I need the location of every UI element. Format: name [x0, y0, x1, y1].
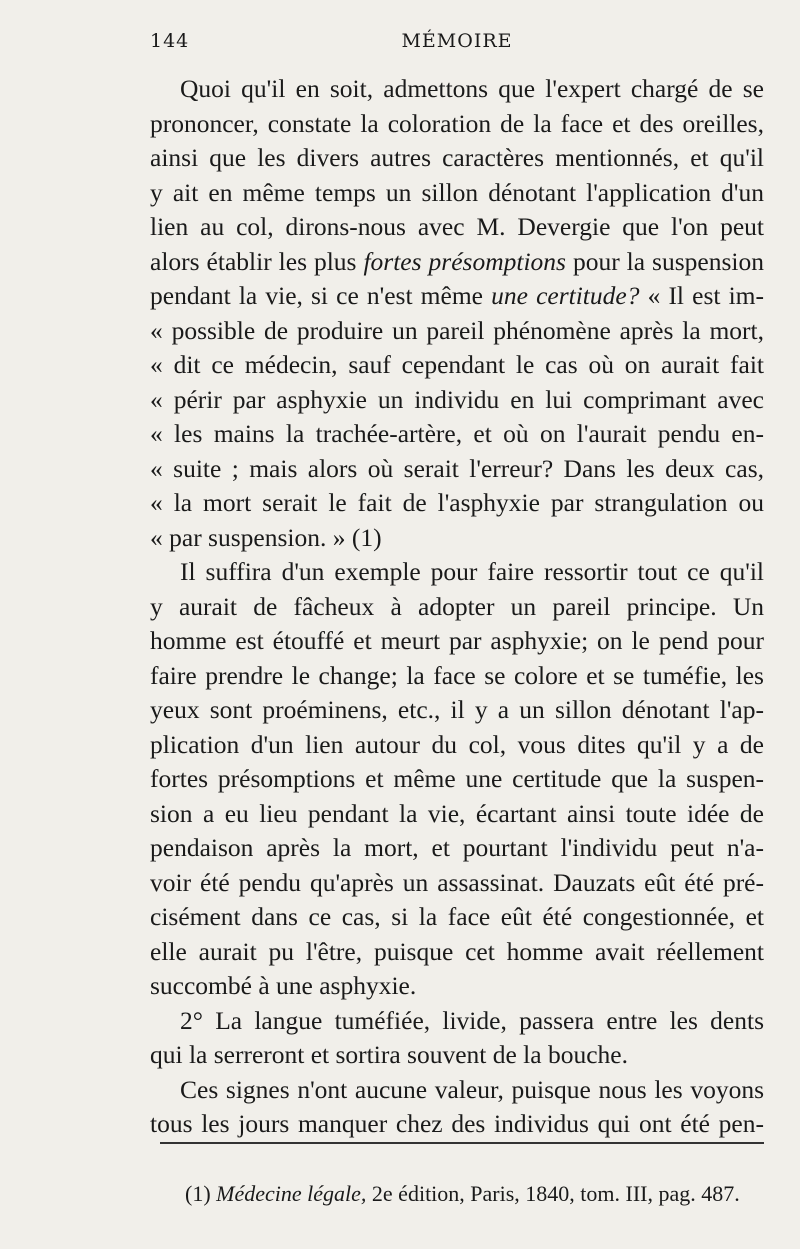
text-line: sion a eu lieu pendant la vie, écartant ainsi toute idée de [150, 798, 764, 828]
text-line: y aurait de fâcheux à adopter un pareil principe. Un [150, 591, 764, 621]
text-line: Il suffira d'un exemple pour faire ressortir tout ce qu'il [180, 557, 764, 586]
running-title: MÉMOIRE [401, 30, 513, 52]
quote-line: « périr par asphyxie un individu en lui comprimant avec [150, 384, 764, 414]
text-line: plication d'un lien autour du col, vous dites qu'il y a de [150, 729, 764, 759]
text-run: « Il est im- [639, 281, 764, 310]
text-line: cisément dans ce cas, si la face eût été congestionnée, et [150, 902, 764, 931]
italic-run: une certitude? [491, 281, 640, 310]
text-line: elle aurait pu l'être, puisque cet homme avait réellement [150, 936, 764, 966]
text-line: 2° La langue tuméfiée, livide, passera entre les dents [180, 1005, 764, 1035]
text-line: fortes présomptions et même une certitude que la suspen- [150, 764, 764, 793]
text-line: succombé à une asphyxie. [150, 971, 417, 1000]
quote-line: « possible de produire un pareil phénomène après la mort, [150, 315, 764, 345]
text-line: ainsi que les divers autres caractères mentionnés, et qu'il [150, 143, 764, 172]
body-text [150, 72, 764, 1142]
page-number: 144 [150, 30, 190, 52]
text-run: alors établir les plus [150, 246, 364, 276]
text-run: pour la suspension [565, 246, 764, 276]
text-line [150, 245, 764, 280]
text-line: Ces signes n'ont aucune valeur, puisque nous les voyons [180, 1074, 764, 1104]
page-header [150, 30, 764, 60]
quote-line: « les mains la trachée-artère, et où on l'aurait pendu en- [150, 419, 764, 448]
text-line: lien au col, dirons-nous avec M. Devergie que l'on peut [150, 212, 764, 241]
text-line: Quoi qu'il en soit, admettons que l'expert chargé de se [180, 74, 764, 103]
text-run: pendant la vie, si ce n'est même [150, 281, 492, 310]
text-line: prononcer, constate la coloration de la face et des oreilles, [150, 108, 764, 138]
text-line: qui la serreront et sortira souvent de la bouche. [150, 1040, 628, 1069]
text-line: y ait en même temps un sillon dénotant l'application d'un [150, 177, 764, 207]
text-line: faire prendre le change; la face se colore et se tuméfie, les [150, 660, 764, 690]
footnote-divider [160, 1142, 764, 1144]
footnote-marker: (1) [185, 1181, 217, 1206]
quote-line: « par suspension. » (1) [150, 522, 382, 552]
text-line: voir été pendu qu'après un assassinat. Dauzats eût été pré- [150, 867, 764, 897]
footnote [185, 1181, 764, 1207]
text-line: yeux sont proéminens, etc., il y a un sillon dénotant l'ap- [150, 695, 764, 724]
quote-line: « dit ce médecin, sauf cependant le cas où on aurait fait [150, 350, 764, 379]
quote-line: « suite ; mais alors où serait l'erreur? Dans les deux cas, [150, 453, 764, 483]
footnote-source-title: Médecine légale, [216, 1181, 367, 1206]
footnote-details: 2e édition, Paris, 1840, tom. III, pag. 487. [366, 1181, 740, 1206]
text-line: homme est étouffé et meurt par asphyxie; on le pend pour [150, 626, 764, 655]
quote-line: « la mort serait le fait de l'asphyxie par strangulation ou [150, 488, 764, 517]
text-line [150, 279, 764, 314]
italic-run: fortes présomptions [363, 246, 566, 276]
text-line: tous les jours manquer chez des individus qui ont été pen- [150, 1109, 764, 1138]
text-line: pendaison après la mort, et pourtant l'individu peut n'a- [150, 833, 764, 862]
